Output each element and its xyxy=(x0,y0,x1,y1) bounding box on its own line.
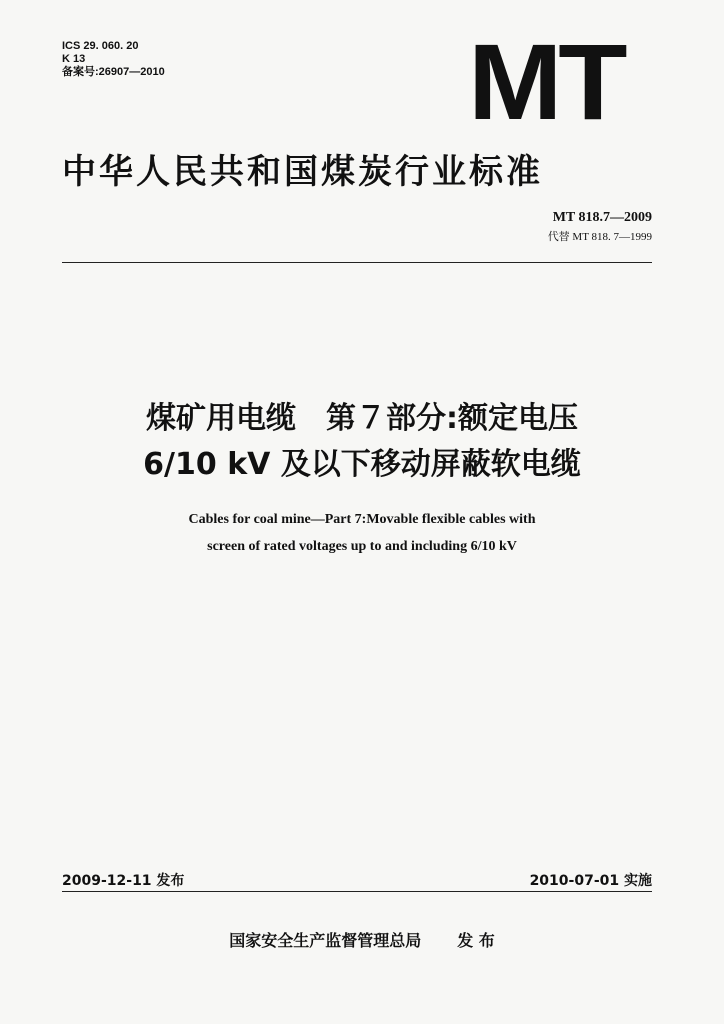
standard-number: MT 818.7—2009 xyxy=(552,210,652,225)
implementation-date: 2010-07-01 实施 xyxy=(529,873,652,889)
industry-standard-title: 中华人民共和国煤炭行业标准 xyxy=(62,152,543,192)
replaces-standard: 代替 MT 818. 7—1999 xyxy=(547,231,652,243)
publisher-line xyxy=(0,928,724,951)
filing-number: 备案号:26907—2010 xyxy=(62,66,165,78)
document-title-cn-line2: 6/10 kV 及以下移动屏蔽软电缆 xyxy=(143,447,581,482)
mt-logo: MT xyxy=(468,21,624,142)
ics-code: ICS 29. 060. 20 xyxy=(62,40,139,52)
publisher-action: 发 布 xyxy=(457,931,495,950)
issue-date: 2009-12-11 发布 xyxy=(62,873,185,889)
document-meta xyxy=(62,40,165,79)
document-title-en-line2: screen of rated voltages up to and including 6/10 kV xyxy=(207,539,517,554)
header-divider xyxy=(62,262,652,263)
classification-code: K 13 xyxy=(62,53,86,65)
document-title-en-line1: Cables for coal mine—Part 7:Movable flexible cables with xyxy=(188,512,536,527)
publisher-name: 国家安全生产监督管理总局 xyxy=(229,931,422,950)
document-title-cn-line1: 煤矿用电缆 第７部分:额定电压 xyxy=(146,401,578,436)
footer-divider xyxy=(62,891,652,892)
